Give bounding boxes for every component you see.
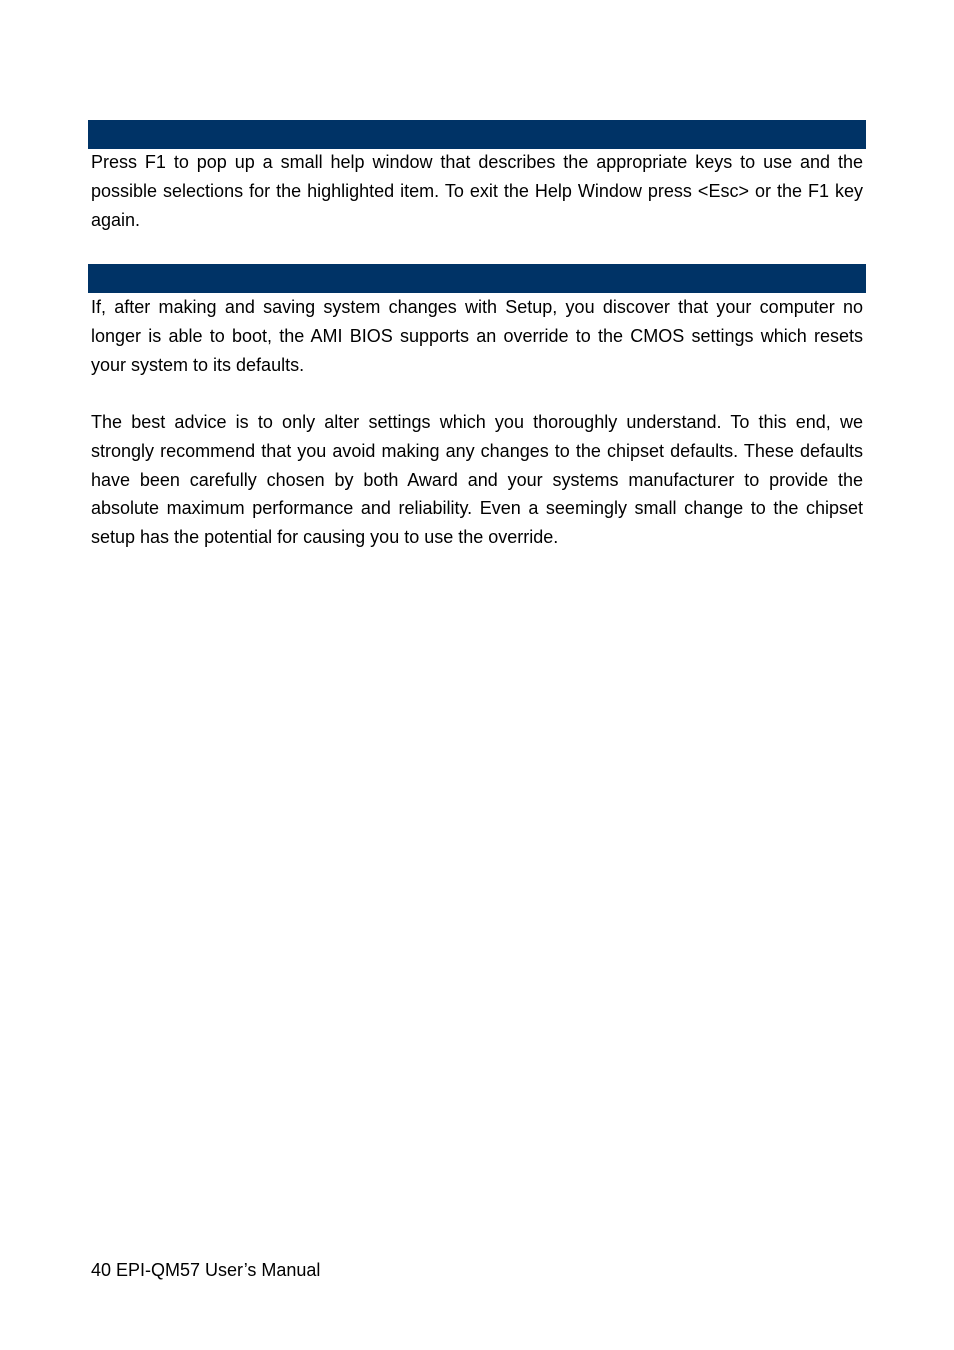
section-header-bar: [88, 120, 866, 149]
page-footer: 40 EPI-QM57 User’s Manual: [91, 1260, 321, 1280]
help-window-paragraph: Press F1 to pop up a small help window that describes the appropriate keys to use and the possible selections for the highlighted item. To exit the Help Window press <Esc> or the F1 key again.: [91, 152, 863, 230]
section-header-bar: [88, 264, 866, 293]
best-advice-paragraph: The best advice is to only alter settings which you thoroughly understand. To this end, we strongly recommend that you avoid making any changes to the chipset defaults. These defaults have been carefully chosen by both Award and your systems manufacturer to provide the absolute maximum performance and reliability. Even a seemingly small change to the chipset setup has the potential for causing you to use the override.: [91, 412, 863, 548]
cmos-override-paragraph: If, after making and saving system changes with Setup, you discover that your computer no longer is able to boot, the AMI BIOS supports an override to the CMOS settings which resets your system to its defaults.: [91, 297, 863, 375]
